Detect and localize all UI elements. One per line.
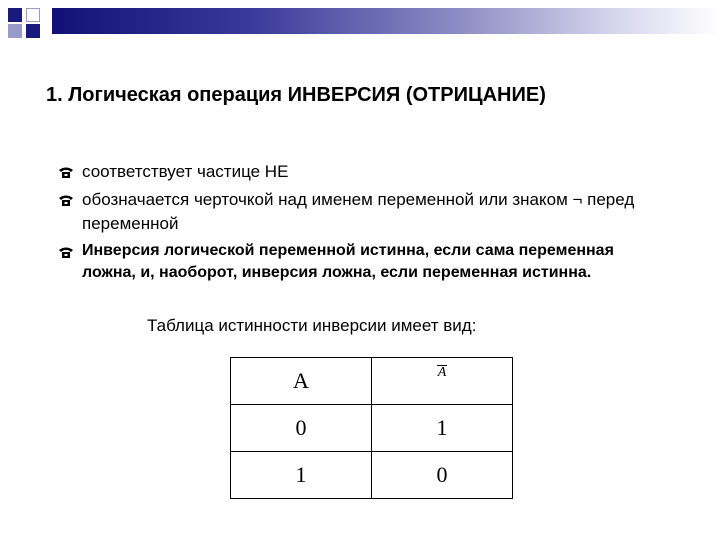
table-header-cell: [372, 358, 513, 405]
table-header-cell: А: [231, 358, 372, 405]
bullet-item: [58, 188, 658, 236]
decor-square: [26, 24, 40, 38]
table-row: [231, 405, 513, 452]
decor-square: [8, 8, 22, 22]
slide-title: 1. Логическая операция ИНВЕРСИЯ (ОТРИЦАНИЕ): [46, 84, 546, 106]
negated-variable: A: [437, 365, 447, 380]
bullet-list: [58, 160, 658, 288]
bullet-item: [58, 160, 658, 184]
table-caption: Таблица истинности инверсии имеет вид:: [147, 316, 477, 335]
table-cell: 0: [372, 452, 513, 499]
truth-table: [230, 357, 513, 499]
decor-square: [26, 8, 40, 22]
telephone-icon: [58, 245, 74, 259]
table-cell: 0: [231, 405, 372, 452]
table-cell: 1: [372, 405, 513, 452]
table-row: [231, 452, 513, 499]
top-decorative-band: [0, 0, 720, 50]
table-cell: 1: [231, 452, 372, 499]
header-gradient-bar: [52, 8, 720, 34]
telephone-icon: [58, 165, 74, 179]
bullet-text: соответствует частице НЕ: [82, 162, 289, 181]
bullet-text: обозначается черточкой над именем переменной или знаком ¬ перед переменной: [82, 190, 635, 233]
telephone-icon: [58, 193, 74, 207]
decor-square: [8, 24, 22, 38]
bullet-item: [58, 240, 658, 284]
bullet-text: Инверсия логической переменной истинна, если сама переменная ложна, и, наоборот, инверсия ложна, если переменная истинна.: [82, 242, 614, 281]
table-header-row: [231, 358, 513, 405]
